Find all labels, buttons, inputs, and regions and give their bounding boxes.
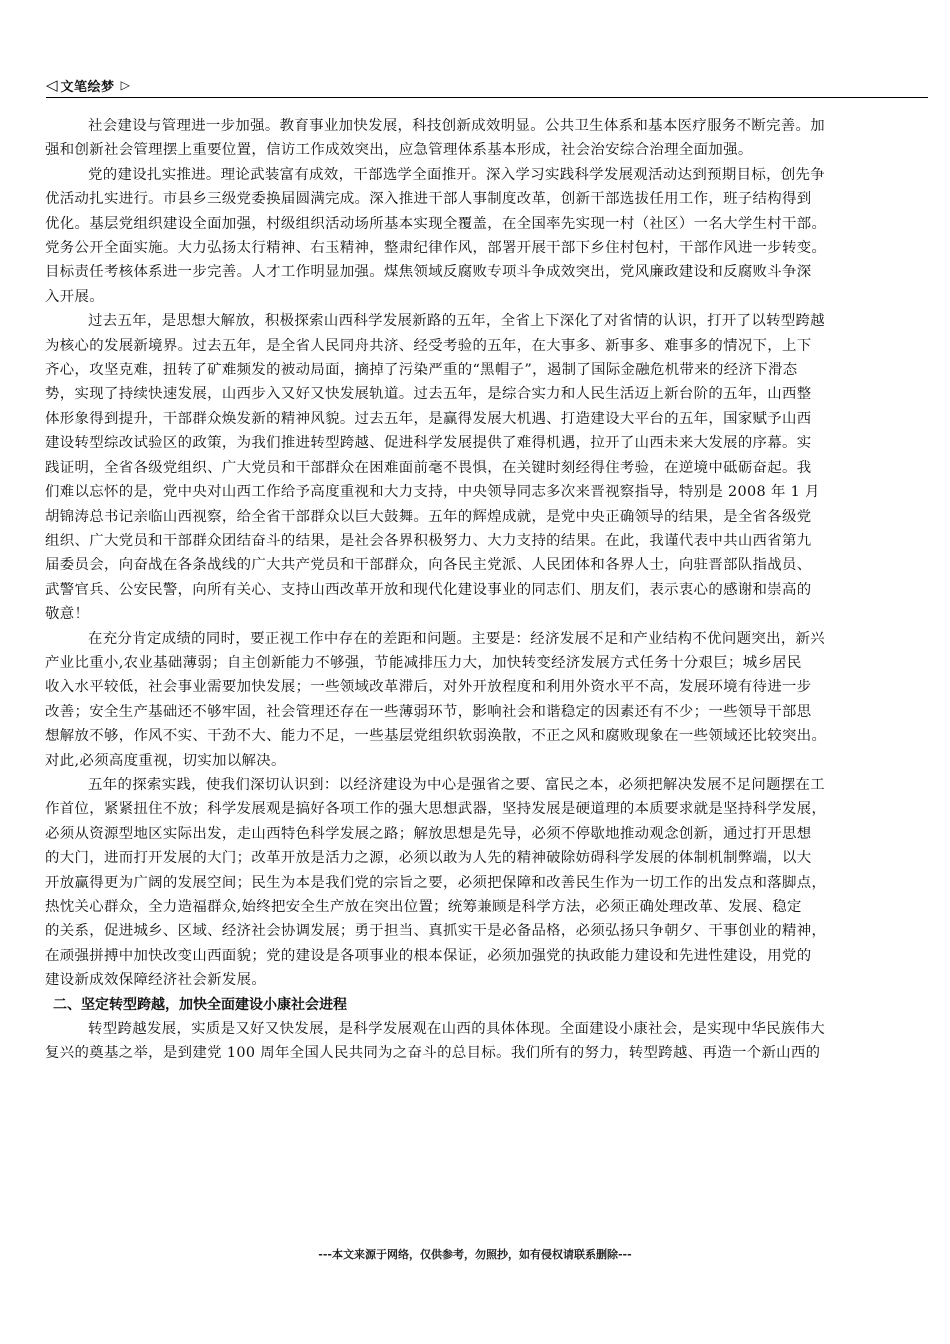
paragraph-line: 在充分肯定成绩的同时，要正视工作中存在的差距和问题。主要是：经济发展不足和产业结构不优问题突出，新兴 [88, 630, 826, 647]
paragraph-line: 届委员会，向奋战在各条战线的广大共产党员和干部群众，向各民主党派、人民团体和各界人士，向驻晋部队指战员、 [45, 557, 812, 574]
paragraph-line: 的关系，促进城乡、区域、经济社会协调发展；勇于担当、真抓实干是必备品格，必须弘扬只争朝夕、干事创业的精神， [45, 923, 827, 940]
triangle-left-icon: ◁ [46, 76, 58, 94]
paragraph-line: 复兴的奠基之举，是到建党 100 周年全国人民共同为之奋斗的总目标。我们所有的努力，转型跨越、再造一个新山西的 [45, 1045, 821, 1062]
paragraph [45, 114, 930, 163]
paragraph-line: 在顽强拼搏中加快改变山西面貌；党的建设是各项事业的根本保证，必须加强党的执政能力建设和先进性建设，用党的 [45, 947, 812, 964]
paragraph-line: 对此,必须高度重视，切实加以解决。 [45, 752, 286, 769]
paragraph-line: 入开展。 [45, 288, 104, 305]
paragraph-line: 产业比重小,农业基础薄弱；自主创新能力不够强，节能减排压力大，加快转变经济发展方式任务十分艰巨；城乡居民 [45, 654, 802, 671]
paragraph-line: 过去五年，是思想大解放，积极探索山西科学发展新路的五年，全省上下深化了对省情的认识，打开了以转型跨越 [88, 313, 826, 330]
document-body [45, 114, 930, 1066]
paragraph-line: 党务公开全面实施。大力弘扬太行精神、右玉精神，整肃纪律作风，部署开展干部下乡住村包村，干部作风进一步转变。 [45, 240, 827, 257]
paragraph-line: 的大门，进而打开发展的大门；改革开放是活力之源，必须以敢为人先的精神破除妨碍科学发展的体制机制弊端，以大 [45, 850, 812, 867]
paragraph-line: 优活动扎实进行。市县乡三级党委换届圆满完成。深入推进干部人事制度改革，创新干部选拔任用工作，班子结构得到 [45, 191, 812, 208]
paragraph-line: 武警官兵、公安民警，向所有关心、支持山西改革开放和现代化建设事业的同志们、朋友们，表示衷心的感谢和崇高的 [45, 581, 812, 598]
paragraph-line: 目标责任考核体系进一步完善。人才工作明显加强。煤焦领域反腐败专项斗争成效突出，党风廉政建设和反腐败斗争深 [45, 264, 812, 281]
paragraph-line: 胡锦涛总书记亲临山西视察，给全省干部群众以巨大鼓舞。五年的辉煌成就，是党中央正确领导的结果，是全省各级党 [45, 508, 812, 525]
paragraph-line: 组织、广大党员和干部群众团结奋斗的结果，是社会各界积极努力、大力支持的结果。在此，我谨代表中共山西省第九 [45, 532, 812, 549]
paragraph-line: 建设转型综改试验区的政策，为我们推进转型跨越、促进科学发展提供了难得机遇，拉开了山西未来大发展的序幕。实 [45, 435, 812, 452]
page-header [46, 74, 928, 96]
paragraph-line: 改善；安全生产基础还不够牢固，社会管理还存在一些薄弱环节，影响社会和谐稳定的因素还有不少；一些领导干部思 [45, 703, 812, 720]
paragraph-line: 五年的探索实践，使我们深切认识到：以经济建设为中心是强省之要、富民之本，必须把解决发展不足问题摆在工 [88, 776, 826, 793]
paragraph-line: 敬意！ [45, 606, 90, 623]
paragraph-line: 齐心，攻坚克难，扭转了矿难频发的被动局面，摘掉了污染严重的“黑帽子”，遏制了国际金融危机带来的经济下滑态 [45, 362, 798, 379]
paragraph-line: 社会建设与管理进一步加强。教育事业加快发展，科技创新成效明显。公共卫生体系和基本医疗服务不断完善。加 [88, 118, 826, 134]
paragraph-list [45, 114, 930, 993]
paragraph-line: 践证明，全省各级党组织、广大党员和干部群众在困难面前毫不畏惧，在关键时刻经得住考验，在逆境中砥砺奋起。我 [45, 459, 812, 476]
paragraph-line: 必须从资源型地区实际出发，走山西特色科学发展之路；解放思想是先导，必须不停歇地推动观念创新，通过打开思想 [45, 825, 812, 842]
paragraph [45, 773, 930, 993]
paragraph-line: 转型跨越发展，实质是又好又快发展，是科学发展观在山西的具体体现。全面建设小康社会，是实现中华民族伟大 [88, 1021, 826, 1038]
paragraph-line: 开放赢得更为广阔的发展空间；民生为本是我们党的宗旨之要，必须把保障和改善民生作为一切工作的出发点和落脚点， [45, 874, 827, 891]
paragraph-line: 优化。基层党组织建设全面加强，村级组织活动场所基本实现全覆盖，在全国率先实现一村（社区）一名大学生村干部。 [45, 215, 827, 232]
paragraph-line: 作首位，紧紧扭住不放；科学发展观是搞好各项工作的强大思想武器，坚持发展是硬道理的本质要求就是坚持科学发展， [45, 801, 827, 818]
footer-disclaimer: ---本文来源于网络，仅供参考，勿照抄，如有侵权请联系删除--- [318, 1248, 632, 1261]
paragraph-line: 热忱关心群众，全力造福群众,始终把安全生产放在突出位置；统筹兼顾是科学方法，必须正确处理改革、发展、稳定 [45, 899, 802, 915]
paragraph-line: 为核心的发展新境界。过去五年，是全省人民同舟共济、经受考验的五年，在大事多、新事多、难事多的情况下，上下 [45, 337, 812, 354]
paragraph-line: 势，实现了持续快速发展，山西步入又好又快发展轨道。过去五年，是综合实力和人民生活迈上新台阶的五年，山西整 [45, 386, 812, 403]
paragraph-line: 体形象得到提升，干部群众焕发新的精神风貌。过去五年，是赢得发展大机遇、打造建设大平台的五年，国家赋予山西 [45, 410, 812, 427]
paragraph-line: 们难以忘怀的是，党中央对山西工作给予高度重视和大力支持，中央领导同志多次来晋视察指导，特别是 2008 年 1 月 [45, 484, 820, 501]
paragraph-line: 建设新成效保障经济社会新发展。 [45, 972, 267, 989]
paragraph-line: 想解放不够，作风不实、干劲不大、能力不足，一些基层党组织软弱涣散，不正之风和腐败现象在一些领域还比较突出。 [45, 728, 827, 745]
triangle-right-icon: ▷ [120, 78, 130, 92]
paragraph-line: 强和创新社会管理摆上重要位置，信访工作成效突出，应急管理体系基本形成，社会治安综合治理全面加强。 [45, 142, 753, 159]
paragraph [45, 163, 930, 309]
final-paragraph [45, 1017, 930, 1066]
paragraph-line: 党的建设扎实推进。理论武装富有成效，干部选学全面推开。深入学习实践科学发展观活动达到预期目标，创先争 [88, 166, 826, 183]
paragraph [45, 309, 930, 626]
paragraph [45, 627, 930, 773]
header-title: 文笔绘梦 [60, 79, 115, 95]
header-divider [46, 97, 928, 98]
paragraph-line: 收入水平较低，社会事业需要加快发展；一些领域改革滞后，对外开放程度和利用外资水平不高，发展环境有待进一步 [45, 679, 812, 696]
section-heading: 二、坚定转型跨越，加快全面建设小康社会进程 [53, 996, 347, 1013]
